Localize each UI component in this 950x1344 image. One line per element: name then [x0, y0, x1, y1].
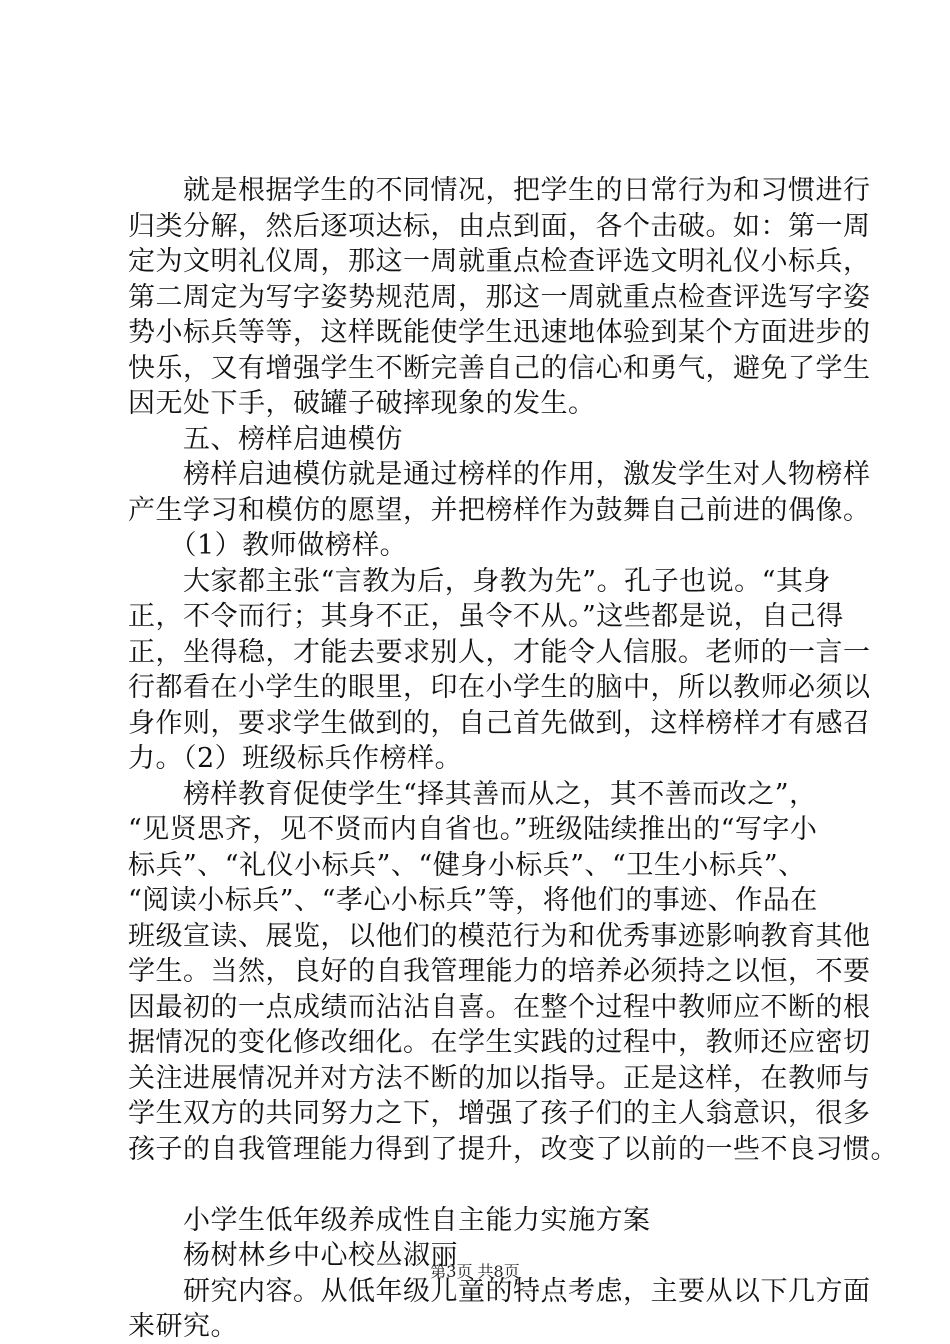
text-line: 标兵”、“礼仪小标兵”、“健身小标兵”、“卫生小标兵”、 [128, 849, 806, 881]
blank-line [128, 1168, 838, 1202]
text-line: “阅读小标兵”、“孝心小标兵”等，将他们的事迹、作品在 [128, 885, 818, 916]
text-line: 大家都主张“言教为后，身教为先”。孔子也说。“其身 [128, 565, 831, 597]
text-line: 关注进展情况并对方法不断的加以指导。正是这样，在教师与 [128, 1062, 871, 1094]
text-line: 学生。当然，良好的自我管理能力的培养必须持之以恒，不要 [128, 956, 871, 987]
text-line: 据情况的变化修改细化。在学生实践的过程中，教师还应密切 [128, 1027, 871, 1058]
text-line: 归类分解，然后逐项达标，由点到面，各个击破。如：第一周 [128, 210, 871, 242]
text-line: 因最初的一点成绩而沾沾自喜。在整个过程中教师应不断的根 [128, 991, 871, 1023]
text-line: 因无处下手，破罐子破摔现象的发生。 [128, 388, 596, 419]
text-line: （1）教师做榜样。 [128, 530, 408, 561]
text-line: 产生学习和模仿的愿望，并把榜样作为鼓舞自己前进的偶像。 [128, 494, 871, 526]
text-line: 小学生低年级养成性自主能力实施方案 [128, 1204, 651, 1236]
text-line: 势小标兵等等，这样既能使学生迅速地体验到某个方面进步的 [128, 317, 871, 348]
text-line: 身作则，要求学生做到的，自己首先做到，这样榜样才有感召 [128, 707, 871, 739]
text-line: 研究内容。从低年级儿童的特点考虑，主要从以下几方面 [128, 1275, 871, 1307]
text-line: 定为文明礼仪周，那这一周就重点检查评选文明礼仪小标兵， [128, 246, 871, 277]
text-line: 第二周定为写字姿势规范周，那这一周就重点检查评选写字姿 [128, 281, 871, 313]
text-line: 五、榜样启迪模仿 [128, 423, 403, 455]
text-line: 力。（2）班级标兵作榜样。 [128, 743, 463, 774]
text-line: 来研究。 [128, 1311, 238, 1342]
text-line: “见贤思齐，见不贤而内自省也。”班级陆续推出的“写字小 [128, 814, 818, 845]
text-line: 就是根据学生的不同情况，把学生的日常行为和习惯进行 [128, 175, 871, 206]
text-line: 学生双方的共同努力之下，增强了孩子们的主人翁意识，很多 [128, 1098, 871, 1129]
text-line: 杨树林乡中心校丛淑丽 [128, 1240, 458, 1271]
text-line: 榜样教育促使学生“择其善而从之，其不善而改之”， [128, 778, 817, 810]
text-line: 正，不令而行；其身不正，虽令不从。”这些都是说，自己得 [128, 601, 844, 632]
text-line: 快乐，又有增强学生不断完善自己的信心和勇气，避免了学生 [128, 352, 871, 384]
text-line: 孩子的自我管理能力得到了提升，改变了以前的一些不良习惯。 [128, 1133, 898, 1165]
text-line: 榜样启迪模仿就是通过榜样的作用，激发学生对人物榜样 [128, 459, 871, 490]
page-footer: 第3页 共8页 [430, 1262, 520, 1281]
text-line: 行都看在小学生的眼里，印在小学生的脑中，所以教师必须以 [128, 672, 871, 703]
text-line: 班级宣读、展览，以他们的模范行为和优秀事迹影响教育其他 [128, 920, 871, 952]
text-line: 正，坐得稳，才能去要求别人，才能令人信服。老师的一言一 [128, 636, 871, 668]
